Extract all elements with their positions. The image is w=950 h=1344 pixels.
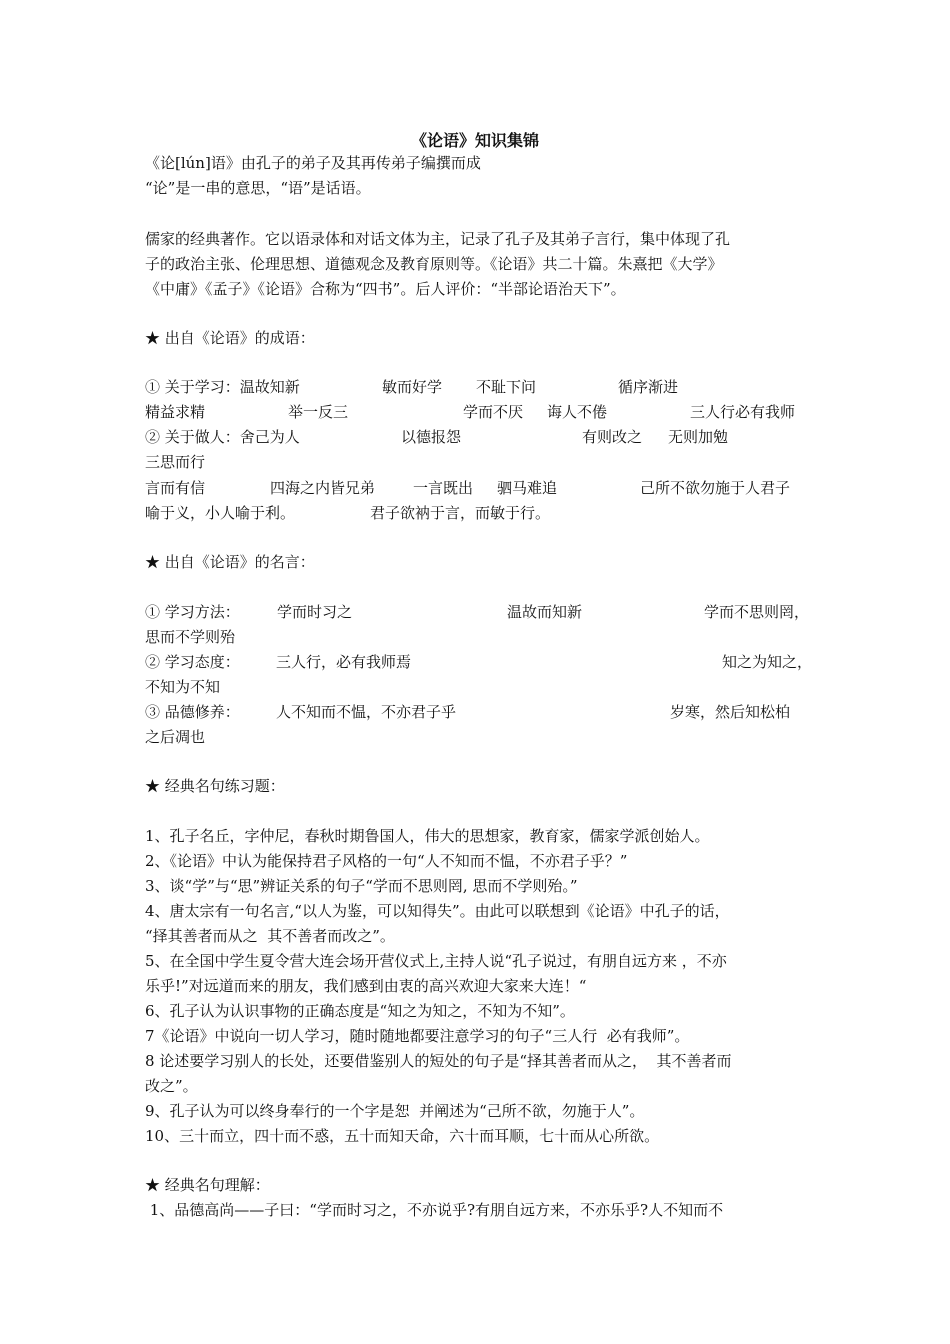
idiom-item: 四海之内皆兄弟 <box>270 479 376 497</box>
quote-item: 人不知而不愠，不亦君子乎 <box>276 703 457 721</box>
idiom-item: 循序渐进 <box>618 378 679 396</box>
idiom-item: 有则改之 <box>582 428 643 446</box>
exercise-line: 改之”。 <box>145 1077 198 1095</box>
idiom-item: 诲人不倦 <box>547 403 608 421</box>
quotes-heading: ★ 出自《论语》的名言： <box>145 553 315 571</box>
intro-line-1: 《论[lún]语》由孔子的弟子及其再传弟子编撰而成 <box>145 154 481 172</box>
idiom-item: 己所不欲勿施于人君子 <box>640 479 791 497</box>
exercise-line: 乐乎!”对远道而来的朋友，我们感到由衷的高兴欢迎大家来大连！“ <box>145 977 587 995</box>
description-line-2: 子的政治主张、伦理思想、道德观念及教育原则等。《论语》共二十篇。朱熹把《大学》 <box>145 255 723 273</box>
quote-category: ① 学习方法： <box>145 603 240 621</box>
exercise-line: 2、《论语》中认为能保持君子风格的一句“人不知而不愠，不亦君子乎？” <box>145 852 628 870</box>
exercise-line: 9、孔子认为可以终身奉行的一个字是恕 并阐述为“己所不欲，勿施于人”。 <box>145 1102 645 1120</box>
quote-item: 岁寒，然后知松柏 <box>670 703 791 721</box>
quote-item: 知之为知之， <box>722 653 813 671</box>
idiom-item: 君子欲衲于言，而敏于行。 <box>370 504 551 522</box>
quote-item: 学而时习之 <box>277 603 353 621</box>
quote-item: 温故而知新 <box>507 603 583 621</box>
quote-item-continued: 思而不学则殆 <box>145 628 236 646</box>
idiom-item: 三思而行 <box>145 453 206 471</box>
quote-item: 三人行，必有我师焉 <box>276 653 412 671</box>
description-line-1: 儒家的经典著作。它以语录体和对话文体为主，记录了孔子及其弟子言行，集中体现了孔 <box>145 230 731 248</box>
document-title: 《论语》知识集锦 <box>410 131 539 150</box>
exercise-line: 10、三十而立，四十而不惑，五十而知天命，六十而耳顺，七十而从心所欲。 <box>145 1127 660 1145</box>
idioms-heading: ★ 出自《论语》的成语： <box>145 329 315 347</box>
idiom-item: 不耻下问 <box>476 378 537 396</box>
idiom-item: 以德报怨 <box>401 428 462 446</box>
quote-category: ② 学习态度： <box>145 653 240 671</box>
understanding-heading: ★ 经典名句理解： <box>145 1176 270 1194</box>
idiom-item: 言而有信 <box>145 479 206 497</box>
quote-item-continued: 不知为不知 <box>145 678 221 696</box>
description-line-3: 《中庸》《孟子》《论语》合称为“四书”。后人评价：“半部论语治天下”。 <box>145 280 626 298</box>
exercise-line: 6、孔子认为认识事物的正确态度是“知之为知之，不知为不知”。 <box>145 1002 575 1020</box>
exercises-heading: ★ 经典名句练习题： <box>145 777 285 795</box>
quote-item: 学而不思则罔， <box>704 603 810 621</box>
exercise-line: 8 论述要学习别人的长处，还要借鉴别人的短处的句子是“择其善者而从之， 其不善者而 <box>145 1052 732 1070</box>
idiom-item: 一言既出 <box>413 479 474 497</box>
quote-item-continued: 之后凋也 <box>145 728 206 746</box>
idiom-item: 敏而好学 <box>382 378 443 396</box>
intro-line-2: “论”是一串的意思，“语”是话语。 <box>145 179 371 197</box>
exercise-line: “择其善者而从之 其不善者而改之”。 <box>145 927 395 945</box>
idiom-item: ① 关于学习：温故知新 <box>145 378 300 396</box>
idiom-item: ② 关于做人：舍己为人 <box>145 428 300 446</box>
exercise-line: 3、谈“学”与“思”辨证关系的句子“学而不思则罔, 思而不学则殆。” <box>145 877 578 895</box>
idiom-item: 三人行必有我师 <box>690 403 796 421</box>
idiom-item: 学而不厌 <box>463 403 524 421</box>
understanding-line: 1、品德高尚——子曰：“学而时习之，不亦说乎?有朋自远方来，不亦乐乎?人不知而不 <box>145 1201 724 1219</box>
idiom-item: 喻于义，小人喻于利。 <box>145 504 296 522</box>
exercise-line: 1、孔子名丘，字仲尼，春秋时期鲁国人，伟大的思想家，教育家，儒家学派创始人。 <box>145 827 710 845</box>
idiom-item: 举一反三 <box>288 403 349 421</box>
exercise-line: 5、在全国中学生夏令营大连会场开营仪式上,主持人说“孔子说过，有朋自远方来 ，不亦 <box>145 952 727 970</box>
exercise-line: 7《论语》中说向一切人学习，随时随地都要注意学习的句子“三人行 必有我师”。 <box>145 1027 690 1045</box>
idiom-item: 精益求精 <box>145 403 206 421</box>
idiom-item: 驷马难追 <box>497 479 558 497</box>
idiom-item: 无则加勉 <box>668 428 729 446</box>
quote-category: ③ 品德修养： <box>145 703 240 721</box>
exercise-line: 4、唐太宗有一句名言,“以人为鉴，可以知得失”。由此可以联想到《论语》中孔子的话， <box>145 902 730 920</box>
